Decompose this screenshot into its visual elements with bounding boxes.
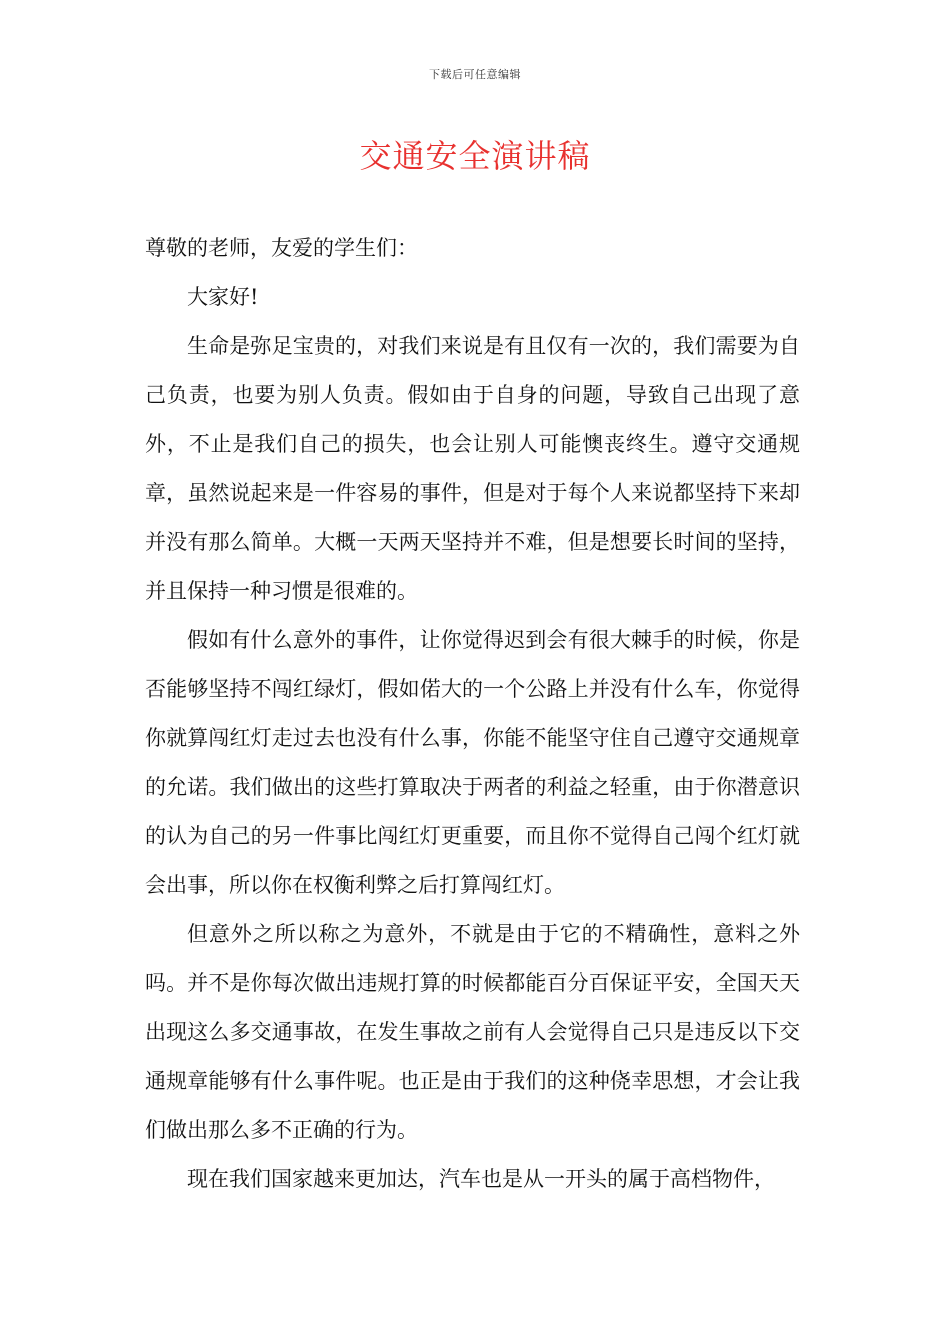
paragraph-3: 假如有什么意外的事件，让你觉得迟到会有很大棘手的时候，你是否能够坚持不闯红绿灯，假如偌大的一个公路上并没有什么车，你觉得你就算闯红灯走过去也没有什么事，你能不能坚守住自己遵守交通规章的允诺。我们做出的这些打算取决于两者的利益之轻重，由于你潜意识的认为自己的另一件事比闯红灯更重要，而且你不觉得自己闯个红灯就会出事，所以你在权衡利弊之后打算闯红灯。 — [145, 628, 800, 897]
paragraph-4: 但意外之所以称之为意外，不就是由于它的不精确性，意料之外吗。并不是你每次做出违规打算的时候都能百分百保证平安，全国天天出现这么多交通事故，在发生事故之前有人会觉得自己只是违反以下交通规章能够有什么事件呢。也正是由于我们的这种侥幸思想，才会让我们做出那么多不正确的行为。 — [145, 922, 800, 1142]
paragraph-1: 大家好! — [187, 285, 259, 309]
header-note: 下载后可任意编辑 — [429, 68, 521, 81]
document-body — [145, 224, 800, 1204]
greeting: 尊敬的老师，友爱的学生们： — [145, 236, 418, 260]
document-title: 交通安全演讲稿 — [359, 137, 591, 175]
paragraph-5: 现在我们国家越来更加达，汽车也是从一开头的属于高档物件， — [187, 1167, 775, 1191]
paragraph-2: 生命是弥足宝贵的，对我们来说是有且仅有一次的，我们需要为自己负责，也要为别人负责。假如由于自身的问题，导致自己出现了意外，不止是我们自己的损失，也会让别人可能懊丧终生。遵守交通规章，虽然说起来是一件容易的事件，但是对于每个人来说都坚持下来却并没有那么简单。大概一天两天坚持并不难，但是想要长时间的坚持，并且保持一种习惯是很难的。 — [145, 334, 800, 603]
